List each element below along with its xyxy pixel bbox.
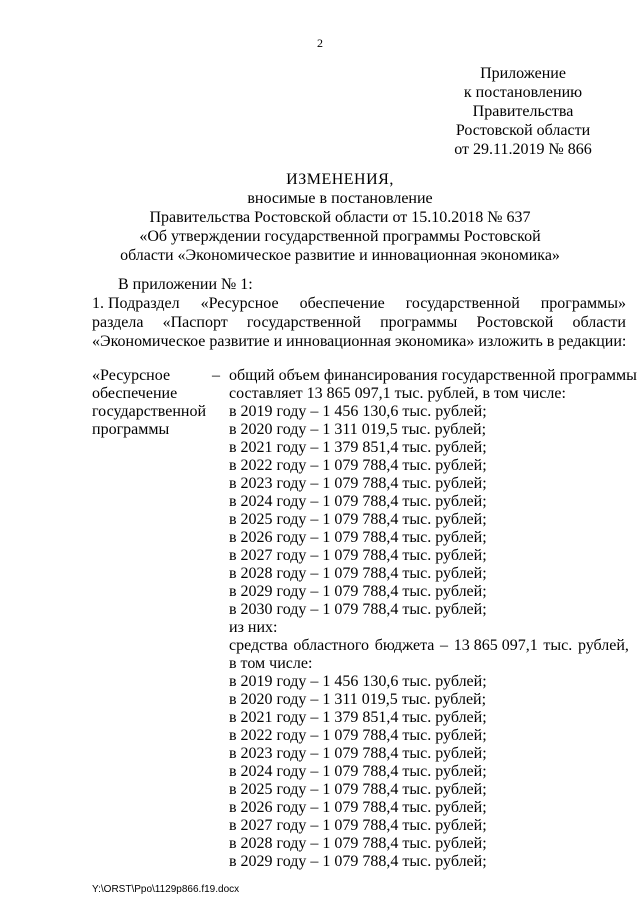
paragraph-line <box>92 294 626 313</box>
year-amount-line: в 2026 году – 1 079 788,4 тыс. рублей; <box>229 529 487 546</box>
approval-line: Приложение <box>480 65 566 82</box>
document-title <box>60 170 620 265</box>
year-amount-line: в 2027 году – 1 079 788,4 тыс. рублей; <box>229 547 487 564</box>
word: 1. Подраздел <box>92 295 180 312</box>
year-amount-line: в 2020 году – 1 311 019,5 тыс. рублей; <box>229 691 487 708</box>
page-number: 2 <box>317 36 323 50</box>
word: областного <box>293 637 370 654</box>
word: – <box>440 637 449 654</box>
year-amount-line: в 2024 году – 1 079 788,4 тыс. рублей; <box>229 493 487 510</box>
approval-line: от 29.11.2019 № 866 <box>454 141 592 158</box>
regional-budget-line <box>229 637 629 655</box>
of-them-label: из них: <box>229 619 278 636</box>
year-amount-line: в 2023 году – 1 079 788,4 тыс. рублей; <box>229 745 487 762</box>
intro-text: В приложении № 1: <box>118 276 253 293</box>
year-amount-line: в 2019 году – 1 456 130,6 тыс. рублей; <box>229 673 487 690</box>
year-amount-line: в 2020 году – 1 311 019,5 тыс. рублей; <box>229 421 487 438</box>
word: тыс. <box>543 637 573 654</box>
word: государственной <box>246 314 361 331</box>
paragraph-line <box>92 313 626 332</box>
paragraph-line: «Экономическое развитие и инновационная экономика» изложить в редакции: <box>92 333 627 350</box>
year-amount-line: в 2022 году – 1 079 788,4 тыс. рублей; <box>229 727 487 744</box>
word: программы <box>380 314 458 331</box>
word: бюджета <box>374 637 435 654</box>
year-amount-line: в 2029 году – 1 079 788,4 тыс. рублей; <box>229 853 487 870</box>
approval-stamp <box>420 64 626 159</box>
year-amount-line: в 2022 году – 1 079 788,4 тыс. рублей; <box>229 457 487 474</box>
file-path-footer: Y:\ORST\Ppo\1129p866.f19.docx <box>92 884 240 895</box>
approval-line: Правительства <box>472 103 574 120</box>
word: области <box>572 314 626 331</box>
year-amount-line: в 2025 году – 1 079 788,4 тыс. рублей; <box>229 781 487 798</box>
year-amount-line: в 2021 году – 1 379 851,4 тыс. рублей; <box>229 439 487 456</box>
year-amount-line: в 2028 году – 1 079 788,4 тыс. рублей; <box>229 565 487 582</box>
word: «Паспорт <box>162 314 228 331</box>
approval-line: к постановлению <box>463 84 583 101</box>
title-line: области «Экономическое развитие и инновационная экономика» <box>120 247 560 264</box>
label-line: обеспечение <box>92 385 178 402</box>
regional-budget-line: в том числе: <box>229 655 313 672</box>
title-heading: ИЗМЕНЕНИЯ, <box>286 171 394 188</box>
word: Ростовской <box>476 314 554 331</box>
word: программы» <box>540 295 626 312</box>
year-amount-line: в 2030 году – 1 079 788,4 тыс. рублей; <box>229 601 487 618</box>
word: раздела <box>92 314 144 331</box>
total-financing-line: общий объем финансирования государственной программы <box>229 367 637 384</box>
word: государственной <box>405 295 520 312</box>
resource-content <box>229 367 637 871</box>
title-line: «Об утверждении государственной программы Ростовской <box>139 228 541 245</box>
year-amount-line: в 2027 году – 1 079 788,4 тыс. рублей; <box>229 817 487 834</box>
total-financing-line: составляет 13 865 097,1 тыс. рублей, в том числе: <box>229 385 566 402</box>
year-amount-line: в 2029 году – 1 079 788,4 тыс. рублей; <box>229 583 487 600</box>
label-line: программы <box>92 421 170 438</box>
year-amount-line: в 2026 году – 1 079 788,4 тыс. рублей; <box>229 799 487 816</box>
label-line: государственной <box>92 403 207 420</box>
word: 13 865 097,1 <box>453 637 538 654</box>
separator-dash: – <box>212 367 220 384</box>
word: «Ресурсное <box>200 295 279 312</box>
year-amount-line: в 2028 году – 1 079 788,4 тыс. рублей; <box>229 835 487 852</box>
label-line: «Ресурсное <box>92 367 171 384</box>
year-amount-line: в 2021 году – 1 379 851,4 тыс. рублей; <box>229 709 487 726</box>
year-amount-line: в 2023 году – 1 079 788,4 тыс. рублей; <box>229 475 487 492</box>
resource-label <box>92 367 212 439</box>
word: средства <box>229 637 288 654</box>
year-amount-line: в 2024 году – 1 079 788,4 тыс. рублей; <box>229 763 487 780</box>
title-line: Правительства Ростовской области от 15.10.2018 № 637 <box>149 209 531 226</box>
year-amount-line: в 2019 году – 1 456 130,6 тыс. рублей; <box>229 403 487 420</box>
word: рублей, <box>577 637 629 654</box>
word: обеспечение <box>299 295 385 312</box>
years-regional-list <box>229 673 629 871</box>
years-total-list <box>229 403 629 619</box>
approval-line: Ростовской области <box>455 122 591 139</box>
amendment-paragraph <box>92 294 626 351</box>
title-line: вносимые в постановление <box>247 190 433 207</box>
year-amount-line: в 2025 году – 1 079 788,4 тыс. рублей; <box>229 511 487 528</box>
